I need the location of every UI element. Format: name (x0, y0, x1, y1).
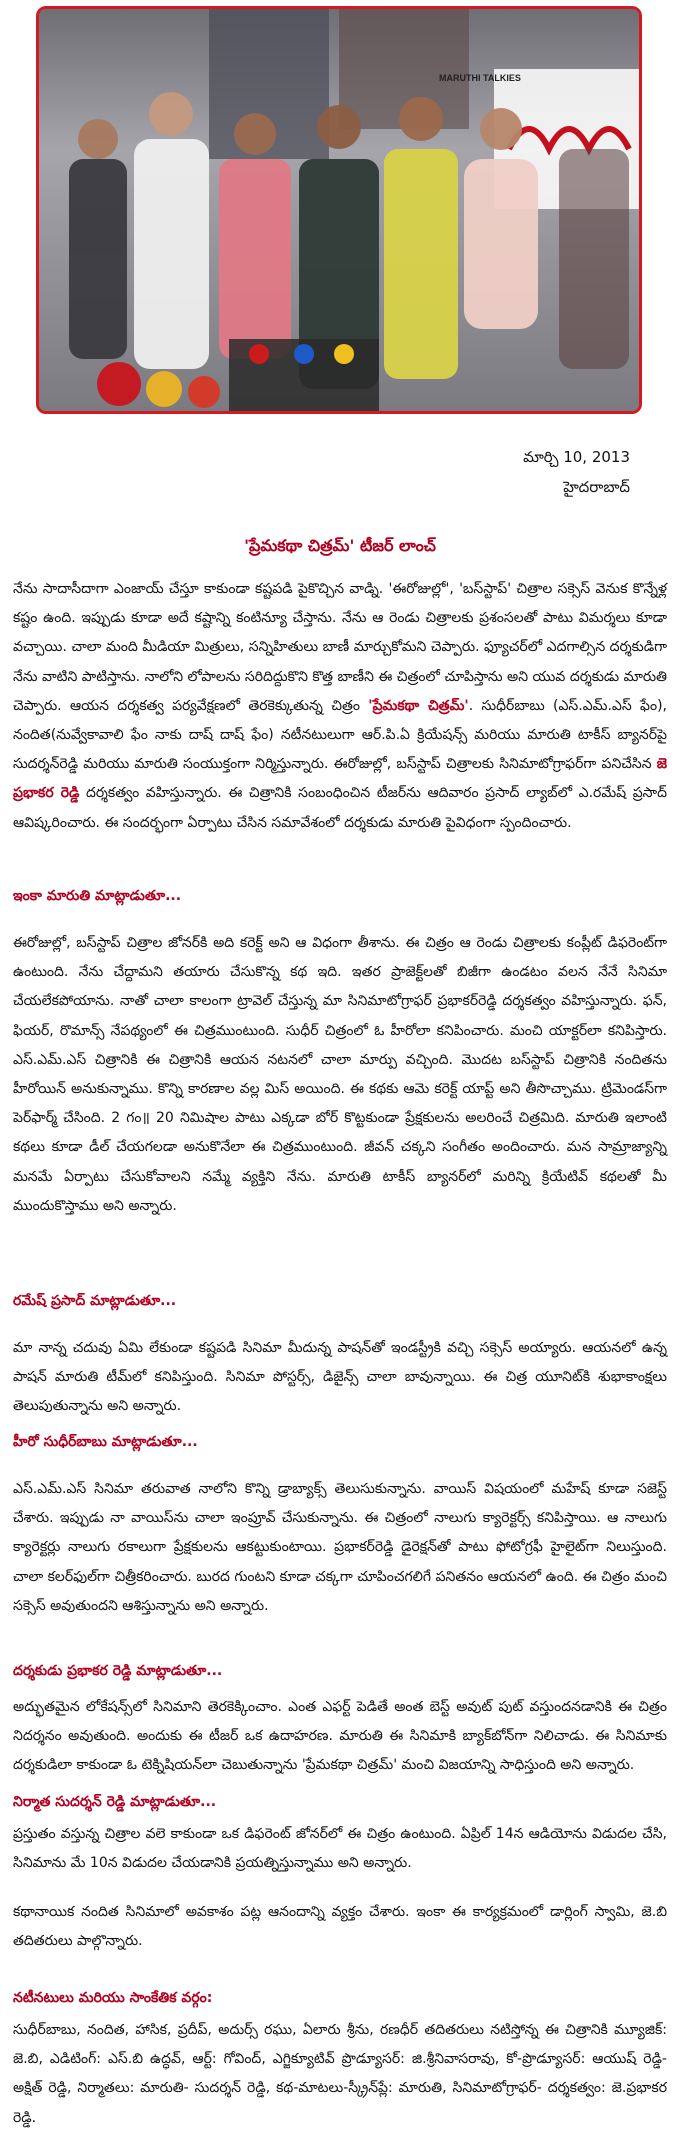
credits-paragraph: సుధీర్‌బాబు, నందిత, హాసిక, ప్రదీప్, అదుర్స్ రఘు, ఏలారు శ్రీను, రణధీర్ తదితరులు నటిస్తోన్న ఈ చిత్రానికి మ్యూజిక్: జె.బి, ఎడిటింగ్: ఎస్.బి ఉద్ధవ్, ఆర్ట్: గోవింద్, ఎగ్జిక్యూటివ్ ప్రొడ్యూసర్: జి.శ్రీనివాసరావు, కో-ప్రొడ్యూసర్: ఆయుష్ రెడ్డి- అక్షిత్ రెడ్డి, నిర్మాతలు: మారుతి- సుదర్శన్ రెడ్డి, కథ-మాటలు-స్క్రీన్‌ప్లే: మారుతి, సినిమాటోగ్రాఫర్- దర్శకత్వం: జె.ప్రభాకర రెడ్డి. (13, 2022, 667, 2126)
closing-paragraph: కథానాయిక నందిత సినిమాలో అవకాశం పట్ల ఆనందాన్ని వ్యక్తం చేశారు. ఇంకా ఈ కార్యక్రమంలో డార్లింగ్ స్వామి, జె.బి తదితరులు పాల్గొన్నారు. (13, 1904, 667, 1950)
article-title: 'ప్రేమకథా చిత్రమ్' టీజర్ లాంచ్ (244, 536, 436, 555)
press-event-photo-icon (39, 9, 639, 411)
banner-brand: MARUTHI TALKIES (439, 73, 521, 83)
producer-heading: నిర్మాత సుదర్శన్ రెడ్డి మాట్లాడుతూ... (13, 1794, 217, 1810)
intro-text-part2: . సుధీర్‌బాబు (ఎస్.ఎమ్.ఎస్ ఫేం), నందిత(నువ్వేకావాలి ఫేం నాకు దాష్ దాష్ ఫేం) నటీనటులుగా ఆర్.పి.ఏ క్రియేషన్స్ మరియు మారుతి టాకీస్ బ్యానర్‌పై సుదర్శన్‌రెడ్డి మరియు మారుతి సంయుక్తంగా నిర్మిస్తున్నారు. ఈరోజుల్లో, బస్‌స్టాప్ చిత్రాలకు సినిమాటోగ్రాఫర్‌గా పనిచేసిన (13, 697, 668, 773)
ramesh-heading: రమేష్ ప్రసాద్ మాట్లాడుతూ... (13, 1293, 177, 1309)
event-photo (36, 6, 642, 414)
director-name-highlight: జె ప్రభాకర రెడ్డి (13, 756, 667, 802)
place-text: హైదరాబాద్ (563, 478, 630, 496)
intro-text-part1: నేను సాదాసీదాగా ఎంజాయ్ చేస్తూ కాకుండా కష్టపడి పైకొచ్చిన వాడ్ని. 'ఈరోజుల్లో', 'బస్‌స్టాప్' చిత్రాల సక్సెస్ వెనుక కొన్నేళ్ల కష్టం ఉంది. ఇప్పుడు కూడా అదే కష్టాన్ని కంటిన్యూ చేస్తాను. నేను ఆ రెండు చిత్రాలకు ప్రశంసలతో పాటు విమర్శలు కూడా వచ్చాయి. చాలా మంది మీడియా మిత్రులు, సన్నిహితులు బాణీ మార్చుకోమని చెప్పారు. ఫ్యూచర్‌లో ఎదగాల్సిన దర్శకుడిగా నేను వాటిని పాటిస్తాను. నాలోని లోపాలను సరిదిద్దుకొని కొత్త బాణీని ఈ చిత్రంలో చూపిస్తాను అని యువ దర్శకుడు మారుతి చెప్పారు. ఆయన దర్శకత్వ పర్యవేక్షణలో తెరకెక్కుతున్న చిత్రం (13, 581, 667, 714)
credits-heading: నటీనటులు మరియు సాంకేతిక వర్గం: (13, 1990, 213, 2006)
maruthi-heading: ఇంకా మారుతి మాట్లాడుతూ... (13, 888, 182, 904)
prabhakar-heading: దర్శకుడు ప్రభాకర రెడ్డి మాట్లాడుతూ... (13, 1663, 223, 1679)
intro-text-part3: దర్శకత్వం వహిస్తున్నారు. ఈ చిత్రానికి సంబంధించిన టీజర్‌ను ఆదివారం ప్రసాద్ ల్యాబ్‌లో ఎ.రమేష్ ప్రసాద్ ఆవిష్కరించారు. ఈ సందర్భంగా ఏర్పాటు చేసిన సమావేశంలో దర్శకుడు మారుతి పైవిధంగా స్పందించారు. (13, 785, 667, 831)
movie-title-highlight: 'ప్రేమకథా చిత్రమ్' (368, 697, 469, 714)
date-text: మార్చి 10, 2013 (523, 448, 630, 466)
sudheer-heading: హీరో సుధీర్‌బాబు మాట్లాడుతూ... (13, 1434, 198, 1450)
sudheer-paragraph: ఎస్.ఎమ్.ఎస్ సినిమా తరువాత నాలోని కొన్ని డ్రాబ్యాక్స్ తెలుసుకున్నాను. వాయిస్ విషయంలో మహేష్ కూడా సజెస్ట్ చేశారు. ఇప్పుడు నా వాయిస్‌ను చాలా ఇంప్రూవ్ చేసుకున్నాను. ఈ చిత్రంలో నాలుగు క్యారెక్టర్స్ కనిపిస్తాయి. ఆ నాలుగు క్యారెక్టర్లు నాలుగు రకాలుగా ప్రేక్షకులను ఆకట్టుకుంటాయి. ప్రభాకర్‌రెడ్డి డైరెక్షన్‌తో పాటు ఫోటోగ్రఫీ హైలైట్‌గా నిలుస్తుంది. చాలా కలర్‌ఫుల్‌గా చిత్రీకరించారు. బురద గుంటని కూడా చక్కగా చూపించగలిగే పనితనం ఆయనలో ఉంది. ఈ చిత్రం మంచి సక్సెస్ అవుతుందని ఆశిస్తున్నాను అని అన్నారు. (13, 1481, 667, 1614)
maruthi-paragraph: ఈరోజుల్లో, బస్‌స్టాప్ చిత్రాల జోనర్‌కి అది కరెక్ట్ అని ఆ విధంగా తీశాను. ఈ చిత్రం ఆ రెండు చిత్రాలకు కంప్లీట్ డిఫరెంట్‌గా ఉంటుంది. నేను చేద్దామని తయారు చేసుకొన్న కథ ఇది. ఇతర ప్రాజెక్ట్‌లతో బిజీగా ఉండటం వలన నేనే సినిమా చేయలేకపోయాను. నాతో చాలా కాలంగా ట్రావెల్ చేస్తున్న మా సినిమాటోగ్రాఫర్ ప్రభాకర్‌రెడ్డి దర్శకత్వం వహిస్తున్నారు. ఫన్, ఫియర్, రొమాన్స్ నేపథ్యంలో ఈ చిత్రముంటుంది. సుధీర్‌ చిత్రంలో ఓ హీరోలా కనిపించారు. మంచి యాక్టర్‌లా కనిపిస్తారు. ఎస్.ఎమ్.ఎస్ చిత్రానికి ఈ చిత్రానికి ఆయన నటనలో చాలా మార్పు వచ్చింది. మొదట బస్‌స్టాప్ చిత్రానికి నందితను హీరోయిన్ అనుకున్నాము. కొన్ని కారణాల వల్ల మిస్ అయింది. ఈ కథకు ఆమె కరెక్ట్ యాప్ట్ అని తీసొచ్చాము. ట్రిమెండస్‌గా పెర్‌ఫార్మ్ చేసింది. 2 గం॥ 20 నిమిషాల పాటు ఎక్కడా బోర్ కొట్టకుండా ప్రేక్షకులను అలరించే చిత్రమిది. మారుతి ఇలాంటి కథలు కూడా డీల్ చేయగలడా అనుకొనేలా ఈ చిత్రముంటుంది. జీవన్ చక్కని సంగీతం అందించారు. మన సామ్రాజ్యాన్ని మనమే ఏర్పాటు చేసుకోవాలని నమ్మే వ్యక్తిని నేను. మారుతి టాకీస్ బ్యానర్‌లో మరిన్ని క్రియేటివ్ కథలతో మీ ముందుకొస్తాము అని అన్నారు. (13, 935, 667, 1214)
prabhakar-paragraph: అద్భుతమైన లోకేషన్స్‌లో సినిమాని తెరకెక్కించాం. ఎంత ఎఫర్ట్ పెడితే అంత బెస్ట్ అవుట్ పుట్ వస్తుందనడానికి ఈ చిత్రం నిదర్శనం అవుతుంది. అందుకు ఈ టీజర్ ఒక ఉదాహరణ. మారుతి ఈ సినిమాకి బ్యాక్‌బోన్‌గా నిలిచాడు. ఈ సినిమాకు దర్శకుడిలా కాకుండా ఓ టెక్నిషియన్‌లా చెబుతున్నాను 'ప్రేమకథా చిత్రమ్' మంచి విజయాన్ని సాధిస్తుంది అని అన్నారు. (13, 1699, 667, 1774)
intro-paragraph (13, 575, 667, 838)
ramesh-paragraph: మా నాన్న చదువు ఏమి లేకుండా కష్టపడి సినిమా మీదున్న పాషన్‌తో ఇండస్ట్రీకి వచ్చి సక్సెస్ అయ్యారు. ఆయనలో ఉన్న పాషన్ మారుతి టీమ్‌లో కనిపిస్తుంది. సినిమా పోస్టర్స్, డిజైన్స్ చాలా బావున్నాయి. ఈ చిత్ర యూనిట్‌కి శుభాకాంక్షలు తెలుపుతున్నాను అని అన్నారు. (13, 1340, 667, 1415)
producer-paragraph: ప్రస్తుతం వస్తున్న చిత్రాల వలె కాకుండా ఒక డిఫరెంట్ జోనర్‌లో ఈ చిత్రం ఉంటుంది. ఏప్రిల్ 14న ఆడియోను విడుదల చేసి, సినిమాను మే 10న విడుదల చేయడానికి ప్రయత్నిస్తున్నాము అని అన్నారు. (13, 1826, 667, 1872)
